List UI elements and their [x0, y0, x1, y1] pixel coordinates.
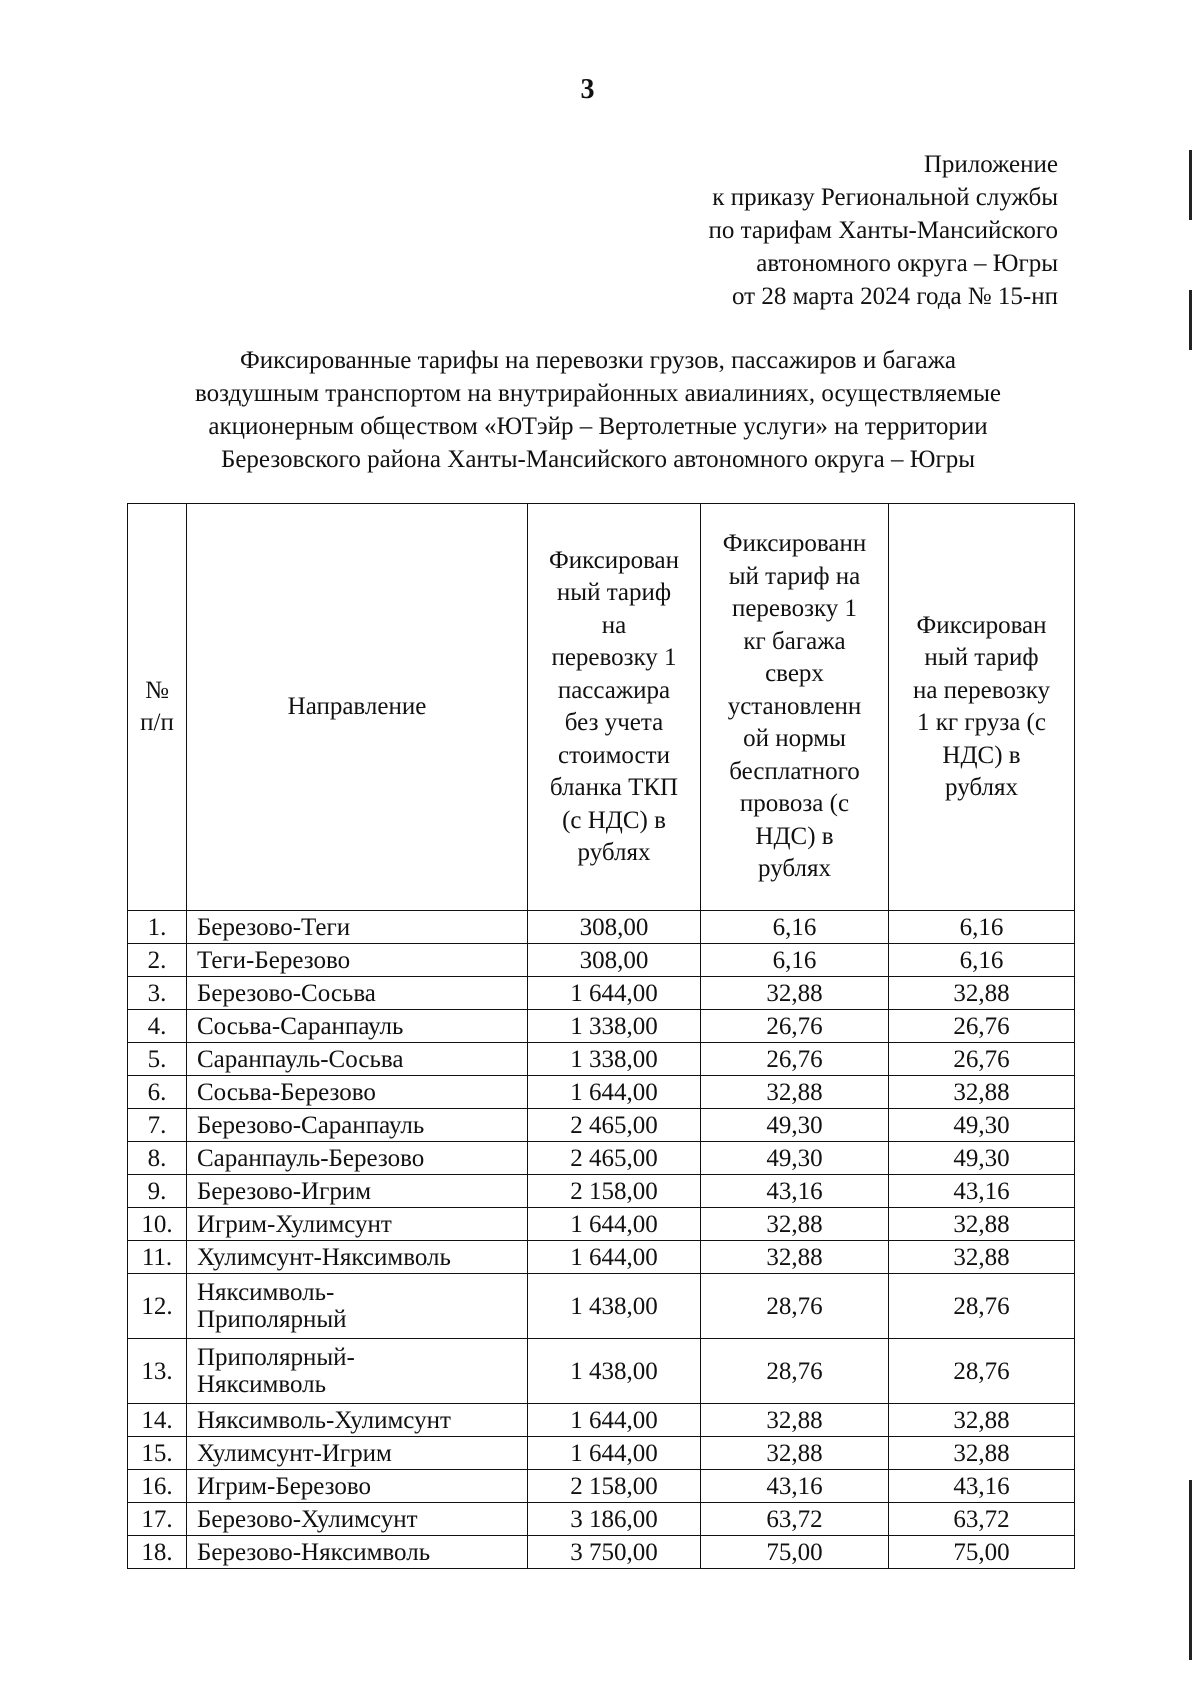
route-name [187, 1109, 528, 1142]
header-line: Фиксированн [722, 530, 867, 558]
row-number: 5. [128, 1043, 187, 1076]
cargo-tariff: 32,88 [889, 1208, 1075, 1241]
header-line: 1 кг груза (с [917, 709, 1046, 736]
table-row [128, 1470, 1075, 1503]
table-header-row [128, 504, 1075, 911]
cargo-tariff: 32,88 [889, 1241, 1075, 1274]
route-line: Саранпауль-Березово [197, 1144, 425, 1172]
header-line: НДС) в [942, 741, 1021, 769]
tariff-table [127, 503, 1075, 1569]
row-number: 3. [128, 977, 187, 1010]
route-line: Березово-Игрим [197, 1177, 372, 1205]
cargo-tariff: 49,30 [889, 1109, 1075, 1142]
header-line: стоимости [558, 741, 670, 769]
header-line: перевозку 1 [731, 595, 858, 623]
baggage-tariff: 63,72 [701, 1503, 889, 1536]
header-line: на [601, 611, 627, 639]
route-line: Приполярный- [197, 1344, 355, 1371]
cargo-tariff: 43,16 [889, 1175, 1075, 1208]
route-line: Березово-Хулимсунт [197, 1505, 418, 1533]
appendix-line: Приложение [923, 151, 1058, 178]
table-row [128, 1274, 1075, 1339]
cargo-tariff: 43,16 [889, 1470, 1075, 1503]
header-line: ный тариф [924, 644, 1039, 671]
header-line: установленн [727, 692, 862, 720]
row-number: 4. [128, 1010, 187, 1043]
cargo-tariff: 6,16 [889, 944, 1075, 977]
table-row [128, 1241, 1075, 1274]
title-line: акционерным обществом «ЮТэйр – Вертолетные услуги» на территории [208, 413, 988, 440]
passenger-tariff: 1 644,00 [528, 977, 701, 1010]
row-number: 14. [128, 1404, 187, 1437]
cargo-tariff: 49,30 [889, 1142, 1075, 1175]
appendix-line: к приказу Региональной службы [712, 184, 1058, 211]
route-name [187, 911, 528, 944]
title-line: Фиксированные тарифы на перевозки грузов, пассажиров и багажа [239, 347, 957, 374]
header-line: без учета [564, 709, 664, 736]
row-number: 17. [128, 1503, 187, 1536]
table-row [128, 911, 1075, 944]
route-name [187, 1142, 528, 1175]
route-name [187, 1208, 528, 1241]
row-number: 13. [128, 1339, 187, 1404]
baggage-tariff: 32,88 [701, 1208, 889, 1241]
appendix-line: от 28 марта 2024 года № 15-нп [731, 283, 1058, 310]
header-line: ой нормы [743, 725, 846, 753]
table-row [128, 1339, 1075, 1404]
route-name [187, 1274, 528, 1339]
passenger-tariff: 308,00 [528, 944, 701, 977]
header-line: рублях [577, 839, 651, 866]
passenger-tariff: 3 186,00 [528, 1503, 701, 1536]
table-row [128, 1076, 1075, 1109]
header-cargo-tariff [889, 504, 1075, 911]
route-line: Хулимсунт-Игрим [197, 1439, 392, 1467]
page-number: 3 [580, 74, 595, 105]
route-line: Игрим-Березово [197, 1472, 372, 1500]
table-row [128, 1142, 1075, 1175]
table-row [128, 1109, 1075, 1142]
route-name [187, 1241, 528, 1274]
passenger-tariff: 2 158,00 [528, 1175, 701, 1208]
baggage-tariff: 75,00 [701, 1536, 889, 1569]
route-line: Березово-Теги [197, 913, 351, 941]
header-line: перевозку 1 [551, 644, 677, 671]
route-name [187, 1010, 528, 1043]
title-line: Березовского района Ханты-Мансийского автономного округа – Югры [220, 446, 976, 473]
row-number: 9. [128, 1175, 187, 1208]
baggage-tariff: 28,76 [701, 1339, 889, 1404]
passenger-tariff: 1 438,00 [528, 1339, 701, 1404]
appendix-block [709, 148, 1058, 313]
passenger-tariff: 1 644,00 [528, 1076, 701, 1109]
scan-edge-mark [1189, 290, 1192, 350]
cargo-tariff: 28,76 [889, 1339, 1075, 1404]
header-number [128, 504, 187, 911]
table-row [128, 1503, 1075, 1536]
header-line: (с НДС) в [562, 806, 666, 834]
route-line: Игрим-Хулимсунт [197, 1210, 392, 1238]
passenger-tariff: 1 644,00 [528, 1241, 701, 1274]
appendix-line: автономного округа – Югры [756, 250, 1058, 277]
table-body [128, 911, 1075, 1569]
header-line: п/п [140, 709, 174, 736]
cargo-tariff: 32,88 [889, 977, 1075, 1010]
baggage-tariff: 28,76 [701, 1274, 889, 1339]
baggage-tariff: 43,16 [701, 1175, 889, 1208]
header-line: Фиксирован [548, 546, 680, 574]
cargo-tariff: 26,76 [889, 1010, 1075, 1043]
baggage-tariff: 6,16 [701, 944, 889, 977]
baggage-tariff: 32,88 [701, 1404, 889, 1437]
row-number: 7. [128, 1109, 187, 1142]
header-line: рублях [945, 774, 1018, 801]
row-number: 15. [128, 1437, 187, 1470]
header-baggage-tariff [701, 504, 889, 911]
document-title [118, 344, 1078, 476]
row-number: 11. [128, 1241, 187, 1274]
row-number: 6. [128, 1076, 187, 1109]
baggage-tariff: 32,88 [701, 1437, 889, 1470]
cargo-tariff: 63,72 [889, 1503, 1075, 1536]
header-line: сверх [765, 660, 824, 688]
table-row [128, 1043, 1075, 1076]
baggage-tariff: 43,16 [701, 1470, 889, 1503]
route-name [187, 977, 528, 1010]
scan-edge-mark [1189, 150, 1192, 220]
row-number: 16. [128, 1470, 187, 1503]
route-name [187, 1404, 528, 1437]
table-row [128, 977, 1075, 1010]
route-line: Сосьва-Саранпауль [197, 1012, 404, 1040]
cargo-tariff: 26,76 [889, 1043, 1075, 1076]
title-line: воздушным транспортом на внутрирайонных авиалиниях, осуществляемые [195, 380, 1001, 407]
route-name [187, 944, 528, 977]
header-line: Фиксирован [916, 611, 1047, 639]
scan-edge-mark [1189, 1480, 1192, 1660]
route-line: Приполярный [197, 1306, 347, 1333]
header-line: пассажира [557, 676, 671, 704]
header-line: провоза (с [739, 790, 850, 818]
passenger-tariff: 1 338,00 [528, 1010, 701, 1043]
route-line: Няксимволь-Хулимсунт [197, 1406, 451, 1434]
header-line: бланка ТКП [549, 774, 679, 801]
header-line: ный тариф [556, 579, 672, 606]
route-name [187, 1503, 528, 1536]
header-line: на перевозку [912, 676, 1051, 704]
baggage-tariff: 32,88 [701, 977, 889, 1010]
route-name [187, 1470, 528, 1503]
row-number: 12. [128, 1274, 187, 1339]
cargo-tariff: 32,88 [889, 1404, 1075, 1437]
cargo-tariff: 75,00 [889, 1536, 1075, 1569]
header-line: НДС) в [755, 822, 834, 850]
baggage-tariff: 6,16 [701, 911, 889, 944]
passenger-tariff: 2 465,00 [528, 1142, 701, 1175]
baggage-tariff: 32,88 [701, 1076, 889, 1109]
header-line: кг багажа [743, 627, 846, 655]
header-line: Направление [287, 692, 427, 720]
cargo-tariff: 6,16 [889, 911, 1075, 944]
row-number: 2. [128, 944, 187, 977]
route-name [187, 1076, 528, 1109]
header-line: рублях [758, 855, 831, 883]
baggage-tariff: 26,76 [701, 1043, 889, 1076]
route-line: Березово-Саранпауль [197, 1111, 425, 1139]
header-passenger-tariff [528, 504, 701, 911]
row-number: 18. [128, 1536, 187, 1569]
route-line: Няксимволь [197, 1371, 327, 1398]
route-line: Няксимволь- [197, 1279, 335, 1306]
table-row [128, 944, 1075, 977]
route-line: Березово-Няксимволь [197, 1538, 431, 1566]
cargo-tariff: 28,76 [889, 1274, 1075, 1339]
baggage-tariff: 49,30 [701, 1109, 889, 1142]
header-route [187, 504, 528, 911]
header-line: № [145, 676, 169, 704]
route-line: Теги-Березово [197, 946, 351, 974]
table-row [128, 1404, 1075, 1437]
route-name [187, 1175, 528, 1208]
cargo-tariff: 32,88 [889, 1437, 1075, 1470]
baggage-tariff: 26,76 [701, 1010, 889, 1043]
baggage-tariff: 49,30 [701, 1142, 889, 1175]
route-line: Березово-Сосьва [197, 979, 376, 1007]
header-line: бесплатного [729, 757, 860, 785]
passenger-tariff: 1 644,00 [528, 1437, 701, 1470]
passenger-tariff: 1 338,00 [528, 1043, 701, 1076]
route-line: Сосьва-Березово [197, 1078, 376, 1106]
passenger-tariff: 308,00 [528, 911, 701, 944]
table-row [128, 1208, 1075, 1241]
passenger-tariff: 1 438,00 [528, 1274, 701, 1339]
passenger-tariff: 1 644,00 [528, 1404, 701, 1437]
route-name [187, 1043, 528, 1076]
route-line: Хулимсунт-Няксимволь [197, 1243, 451, 1271]
passenger-tariff: 2 158,00 [528, 1470, 701, 1503]
route-name [187, 1437, 528, 1470]
route-name [187, 1339, 528, 1404]
table-row [128, 1437, 1075, 1470]
row-number: 8. [128, 1142, 187, 1175]
appendix-line: по тарифам Ханты-Мансийского [708, 217, 1058, 244]
baggage-tariff: 32,88 [701, 1241, 889, 1274]
table-row [128, 1536, 1075, 1569]
row-number: 10. [128, 1208, 187, 1241]
route-name [187, 1536, 528, 1569]
passenger-tariff: 2 465,00 [528, 1109, 701, 1142]
route-line: Саранпауль-Сосьва [197, 1045, 404, 1073]
table-row [128, 1010, 1075, 1043]
cargo-tariff: 32,88 [889, 1076, 1075, 1109]
passenger-tariff: 1 644,00 [528, 1208, 701, 1241]
header-line: ый тариф на [728, 562, 861, 590]
table-row [128, 1175, 1075, 1208]
passenger-tariff: 3 750,00 [528, 1536, 701, 1569]
row-number: 1. [128, 911, 187, 944]
